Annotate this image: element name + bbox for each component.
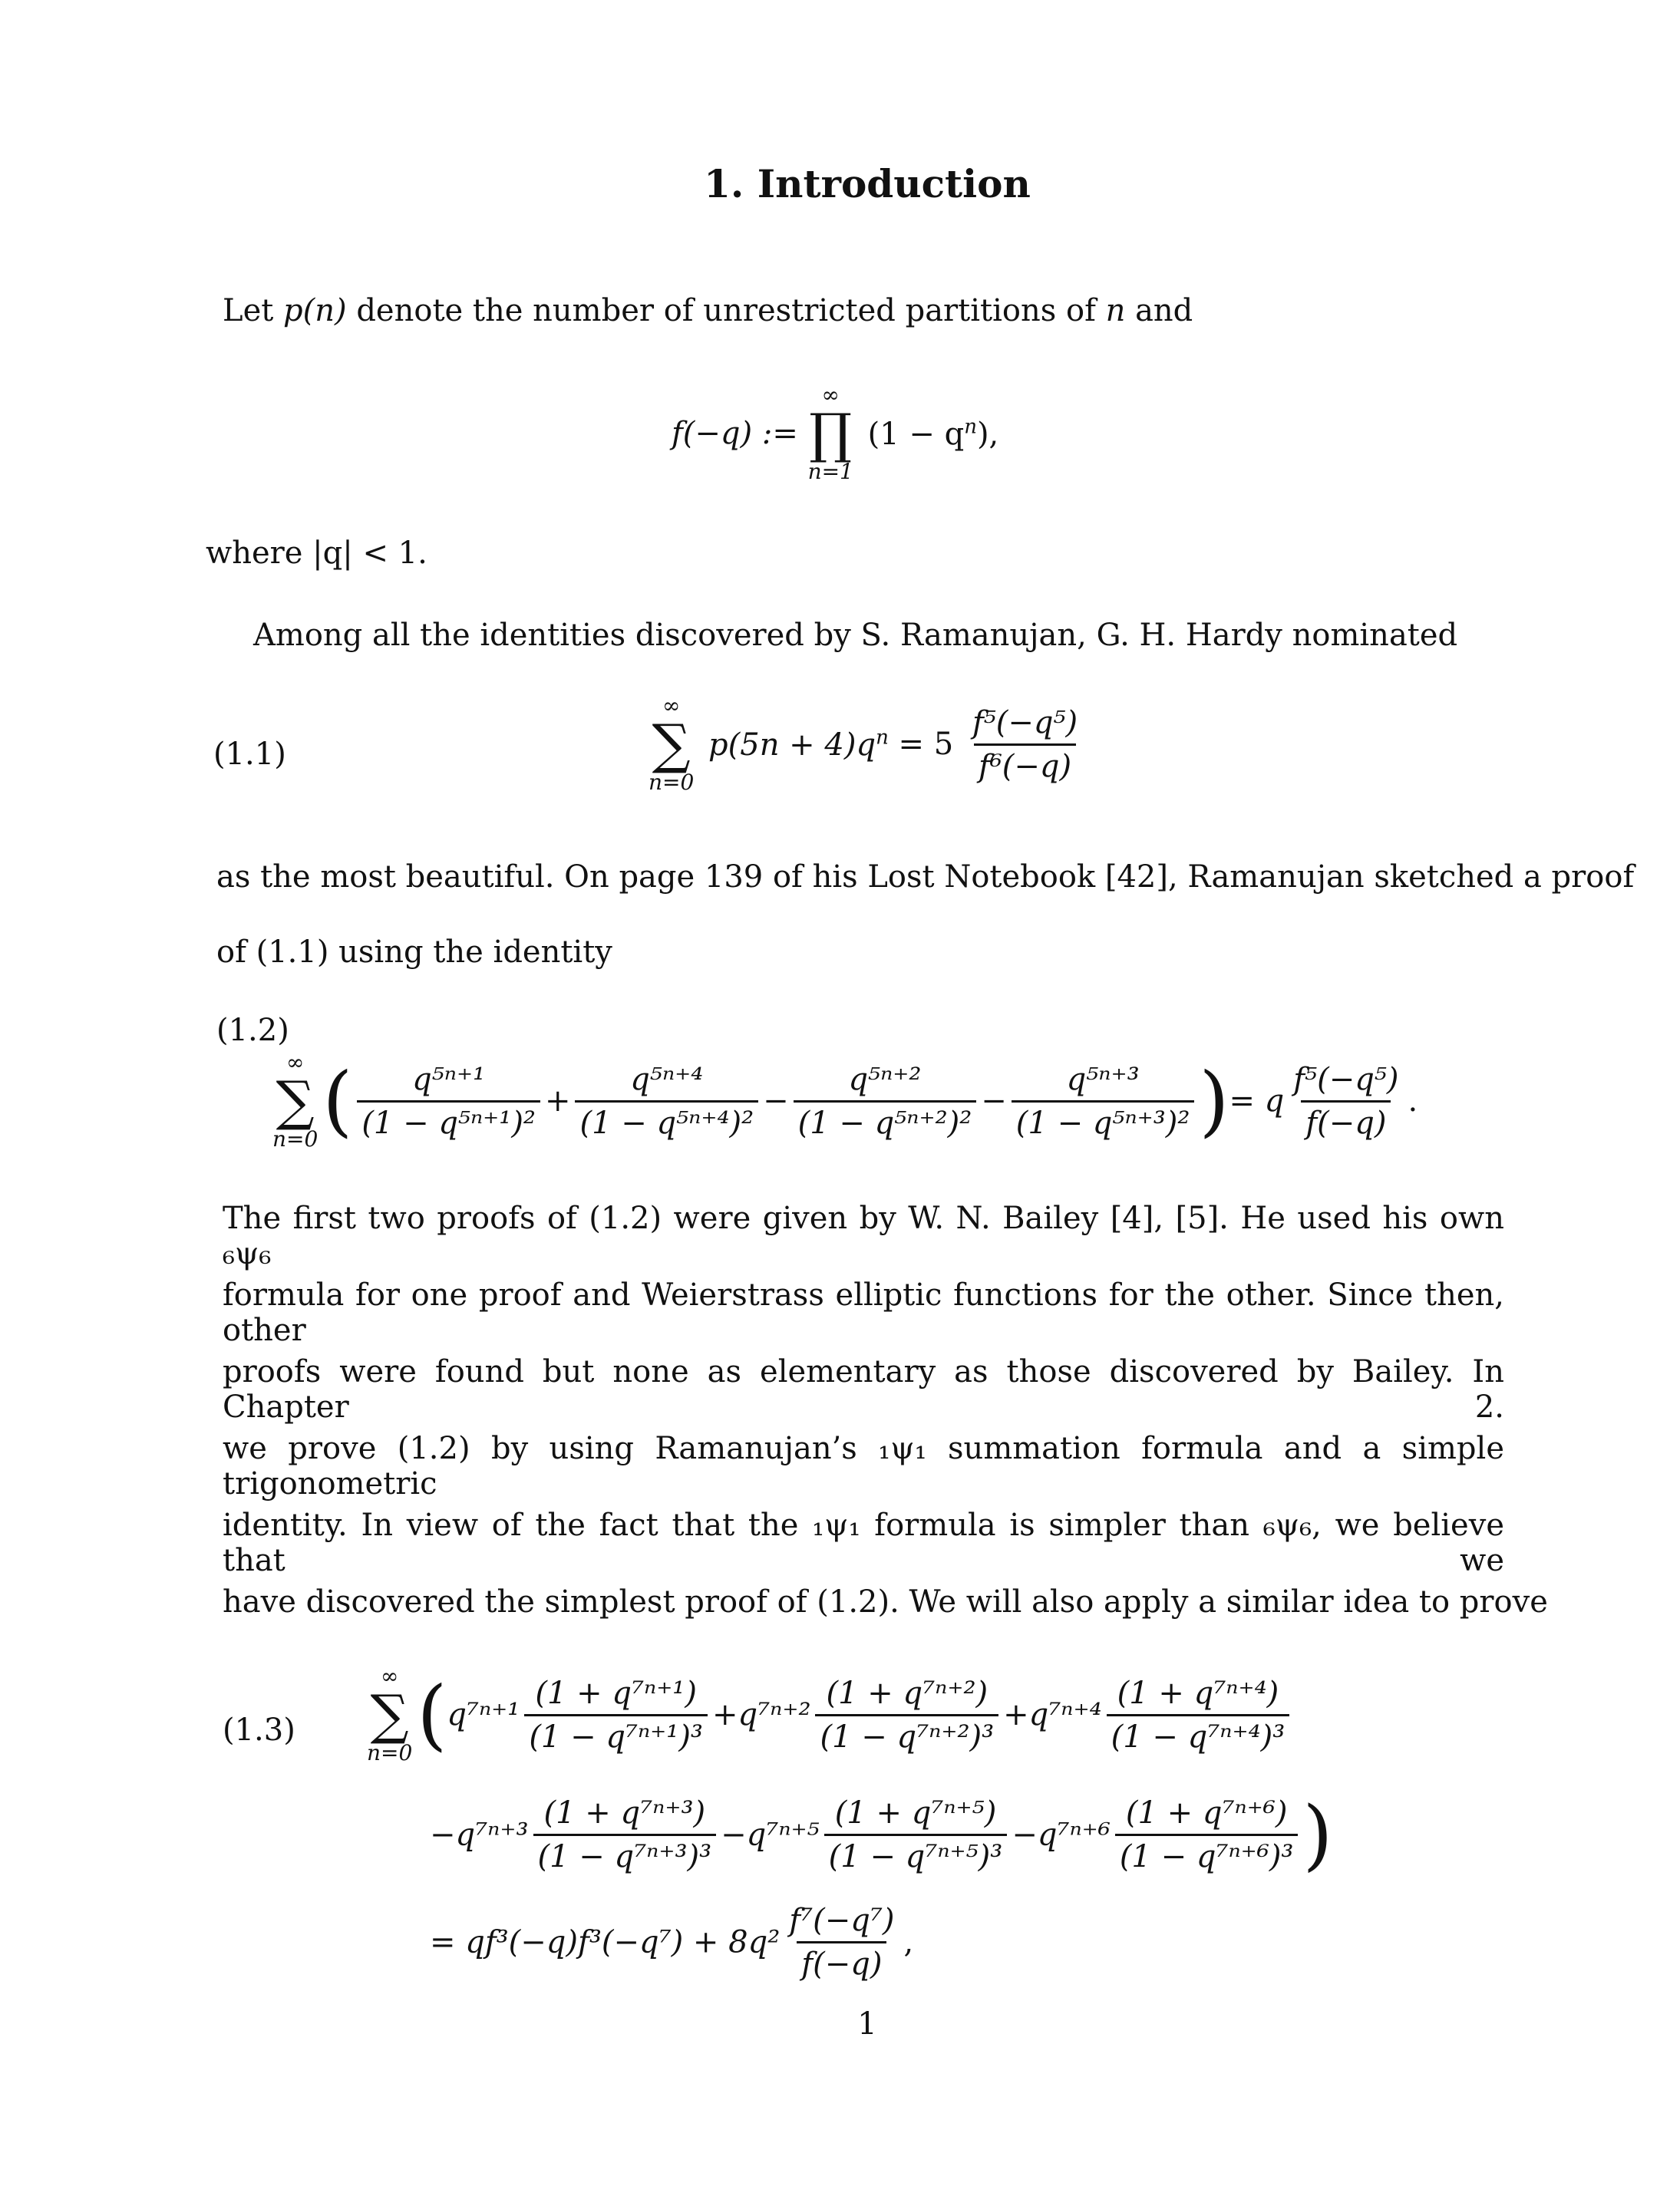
paragraph-5-line-3: proofs were found but none as elementary as those discovered by Bailey. In Chapter 2.: [223, 1354, 1504, 1425]
sum-lower-limit-1-3: n=0: [367, 1740, 413, 1765]
eq13-r1-coef-2: q⁷ⁿ⁺⁴: [1028, 1697, 1102, 1732]
eq12-op-1: +: [544, 1083, 571, 1119]
section-number: 1.: [704, 161, 744, 206]
equation-1-3-row-1: [367, 1665, 1294, 1765]
eq11-numerator: f⁵(−q⁵): [972, 704, 1078, 740]
eq12-term-2-num: q⁵ⁿ⁺²: [848, 1061, 922, 1097]
eq13-r1-term-0: [524, 1676, 708, 1755]
eq13-r2-num-2: (1 + q⁷ⁿ⁺⁶): [1125, 1795, 1288, 1831]
eq13-r3-end: ,: [903, 1924, 914, 1960]
left-paren: (: [322, 1056, 353, 1146]
eq13-r3-num: f⁷(−q⁷): [789, 1903, 895, 1938]
eq11-fraction: [968, 705, 1082, 784]
eq13-r2-num-0: (1 + q⁷ⁿ⁺³): [543, 1795, 706, 1831]
eq13-r1-num-2: (1 + q⁷ⁿ⁺⁴): [1117, 1675, 1279, 1711]
eq12-term-3-num: q⁵ⁿ⁺³: [1066, 1061, 1140, 1097]
eq12-term-1-den: (1 − q⁵ⁿ⁺⁴)²: [575, 1100, 758, 1141]
equation-1-2: [272, 1051, 1418, 1151]
sum-symbol-1-2: ∑: [276, 1070, 315, 1132]
eq13-r2-coef-2: q⁷ⁿ⁺⁶: [1037, 1817, 1111, 1853]
equation-1-1-label: (1.1): [213, 737, 286, 772]
eq12-rhs-eq: = q: [1229, 1083, 1285, 1119]
paragraph-5-line-1: The first two proofs of (1.2) were given by W. N. Bailey [4], [5]. He used his own ₆ψ₆: [223, 1201, 1504, 1271]
eq12-rhs-num: f⁵(−q⁵): [1293, 1061, 1399, 1097]
page-number: 1: [857, 2006, 877, 2042]
sum-operator: [649, 694, 694, 794]
eq13-r2-coef-1: q⁷ⁿ⁺⁵: [746, 1817, 820, 1853]
eq-f-rhs: (1 − q: [867, 416, 965, 452]
paragraph-where: where |q| < 1.: [206, 536, 427, 571]
eq13-r2-den-0: (1 − q⁷ⁿ⁺³)³: [533, 1834, 717, 1874]
eq13-r1-op-1: +: [711, 1697, 738, 1732]
eq13-r2-op-1: −: [721, 1817, 747, 1853]
sum-symbol-1-3: ∑: [370, 1683, 409, 1746]
section-title-text: Introduction: [757, 161, 1031, 206]
paragraph-5-line-2: formula for one proof and Weierstrass elliptic functions for the other. Since then, other: [223, 1277, 1504, 1348]
eq11-lhs-sup: n: [876, 726, 889, 750]
right-paren: ): [1199, 1056, 1229, 1146]
sum-lower-limit-1-2: n=0: [272, 1126, 318, 1152]
sum-upper-limit: ∞: [662, 693, 681, 718]
eq13-r1-den-1: (1 − q⁷ⁿ⁺²)³: [815, 1714, 998, 1755]
eq12-op-3: −: [981, 1083, 1007, 1119]
para1-pn: p(n): [283, 293, 347, 328]
sum-upper-limit-1-3: ∞: [380, 1663, 399, 1689]
equation-1-3-label: (1.3): [223, 1713, 295, 1748]
sum-lower-limit: n=0: [649, 770, 695, 795]
eq13-r1-den-0: (1 − q⁷ⁿ⁺¹)³: [524, 1714, 708, 1755]
eq11-equals: = 5: [898, 727, 954, 762]
para1-text-c: and: [1125, 293, 1193, 328]
eq11-denominator: f⁶(−q): [974, 743, 1076, 784]
equation-1-2-label: (1.2): [216, 1013, 289, 1048]
eq13-r1-coef-1: q⁷ⁿ⁺²: [738, 1697, 811, 1732]
eq13-r2-term-0: [533, 1795, 717, 1874]
eq13-r1-term-2: [1107, 1676, 1290, 1755]
eq13-r1-op-2: +: [1003, 1697, 1029, 1732]
eq12-term-2: [794, 1062, 977, 1141]
eq13-r1-den-2: (1 − q⁷ⁿ⁺⁴)³: [1107, 1714, 1290, 1755]
eq12-term-2-den: (1 − q⁵ⁿ⁺²)²: [794, 1100, 977, 1141]
sum-operator-1-2: [272, 1051, 318, 1151]
eq12-op-2: −: [763, 1083, 789, 1119]
product-lower-limit: n=1: [807, 459, 853, 484]
eq12-rhs-fraction: [1289, 1062, 1403, 1141]
equation-1-1: [649, 694, 1087, 794]
eq-f-rhs-sup: n: [964, 415, 977, 439]
eq11-lhs: p(5n + 4)q: [708, 727, 876, 763]
eq12-term-0-num: q⁵ⁿ⁺¹: [412, 1061, 486, 1097]
eq13-r2-term-2: [1115, 1795, 1299, 1874]
eq12-term-0: [357, 1062, 540, 1141]
product-upper-limit: ∞: [821, 382, 840, 407]
eq13-r2-op-2: −: [1012, 1817, 1038, 1853]
eq12-end: .: [1408, 1083, 1418, 1119]
paragraph-5-line-5: identity. In view of the fact that the ₁ψ₁ formula is simpler than ₆ψ₆, we believe that we: [223, 1508, 1504, 1578]
eq13-r1-num-0: (1 + q⁷ⁿ⁺¹): [535, 1675, 697, 1711]
para1-text-b: denote the number of unrestricted partitions of: [346, 293, 1106, 328]
eq13-r2-num-1: (1 + q⁷ⁿ⁺⁵): [834, 1795, 997, 1831]
equation-1-3-row-2: [430, 1789, 1333, 1880]
eq-f-lhs: f(−q) :=: [672, 416, 798, 451]
sum-symbol: ∑: [652, 713, 691, 776]
eq13-r2-term-1: [824, 1795, 1008, 1874]
eq12-term-3: [1012, 1062, 1195, 1141]
paragraph-5-line-4: we prove (1.2) by using Ramanujan’s ₁ψ₁ summation formula and a simple trigonometric: [223, 1431, 1504, 1502]
para1-n: n: [1105, 293, 1126, 328]
right-paren-1-3: ): [1302, 1789, 1333, 1880]
eq13-r2-coef-0: q⁷ⁿ⁺³: [455, 1817, 529, 1853]
product-operator: [808, 384, 853, 483]
equation-f-definition: [672, 384, 998, 483]
sum-upper-limit-1-2: ∞: [285, 1050, 305, 1075]
eq13-r3-den: f(−q): [797, 1941, 886, 1982]
paragraph-3: as the most beautiful. On page 139 of his Lost Notebook [42], Ramanujan sketched a proof: [216, 859, 1635, 895]
eq13-r1-coef-0: q⁷ⁿ⁺¹: [447, 1697, 520, 1732]
eq-f-rhs-end: ),: [976, 416, 999, 452]
eq13-r2-den-2: (1 − q⁷ⁿ⁺⁶)³: [1115, 1834, 1299, 1874]
left-paren-1-3: (: [417, 1670, 447, 1759]
equation-1-3-row-3: [430, 1903, 913, 1982]
eq12-term-1: [575, 1062, 758, 1141]
eq13-r3-lhs: = qf³(−q)f³(−q⁷) + 8q²: [430, 1924, 781, 1960]
paragraph-4: of (1.1) using the identity: [216, 935, 612, 970]
eq13-r1-term-1: [815, 1676, 998, 1755]
eq12-term-0-den: (1 − q⁵ⁿ⁺¹)²: [357, 1100, 540, 1141]
paragraph-2: Among all the identities discovered by S. Ramanujan, G. H. Hardy nominated: [253, 618, 1458, 653]
eq13-r3-fraction: [784, 1903, 899, 1982]
sum-operator-1-3: [367, 1665, 412, 1765]
paragraph-1: [223, 293, 1193, 328]
para1-text-a: Let: [223, 293, 284, 328]
eq13-r2-op-0: −: [430, 1817, 456, 1853]
eq13-r2-den-1: (1 − q⁷ⁿ⁺⁵)³: [824, 1834, 1008, 1874]
section-title: [0, 161, 1670, 206]
paragraph-5-line-6: have discovered the simplest proof of (1.2). We will also apply a similar idea to prove: [223, 1584, 1548, 1620]
eq12-term-1-num: q⁵ⁿ⁺⁴: [630, 1061, 704, 1097]
product-symbol: ∏: [809, 402, 853, 465]
eq13-r1-num-1: (1 + q⁷ⁿ⁺²): [826, 1675, 988, 1711]
eq12-term-3-den: (1 − q⁵ⁿ⁺³)²: [1012, 1100, 1195, 1141]
eq12-rhs-den: f(−q): [1301, 1100, 1391, 1141]
